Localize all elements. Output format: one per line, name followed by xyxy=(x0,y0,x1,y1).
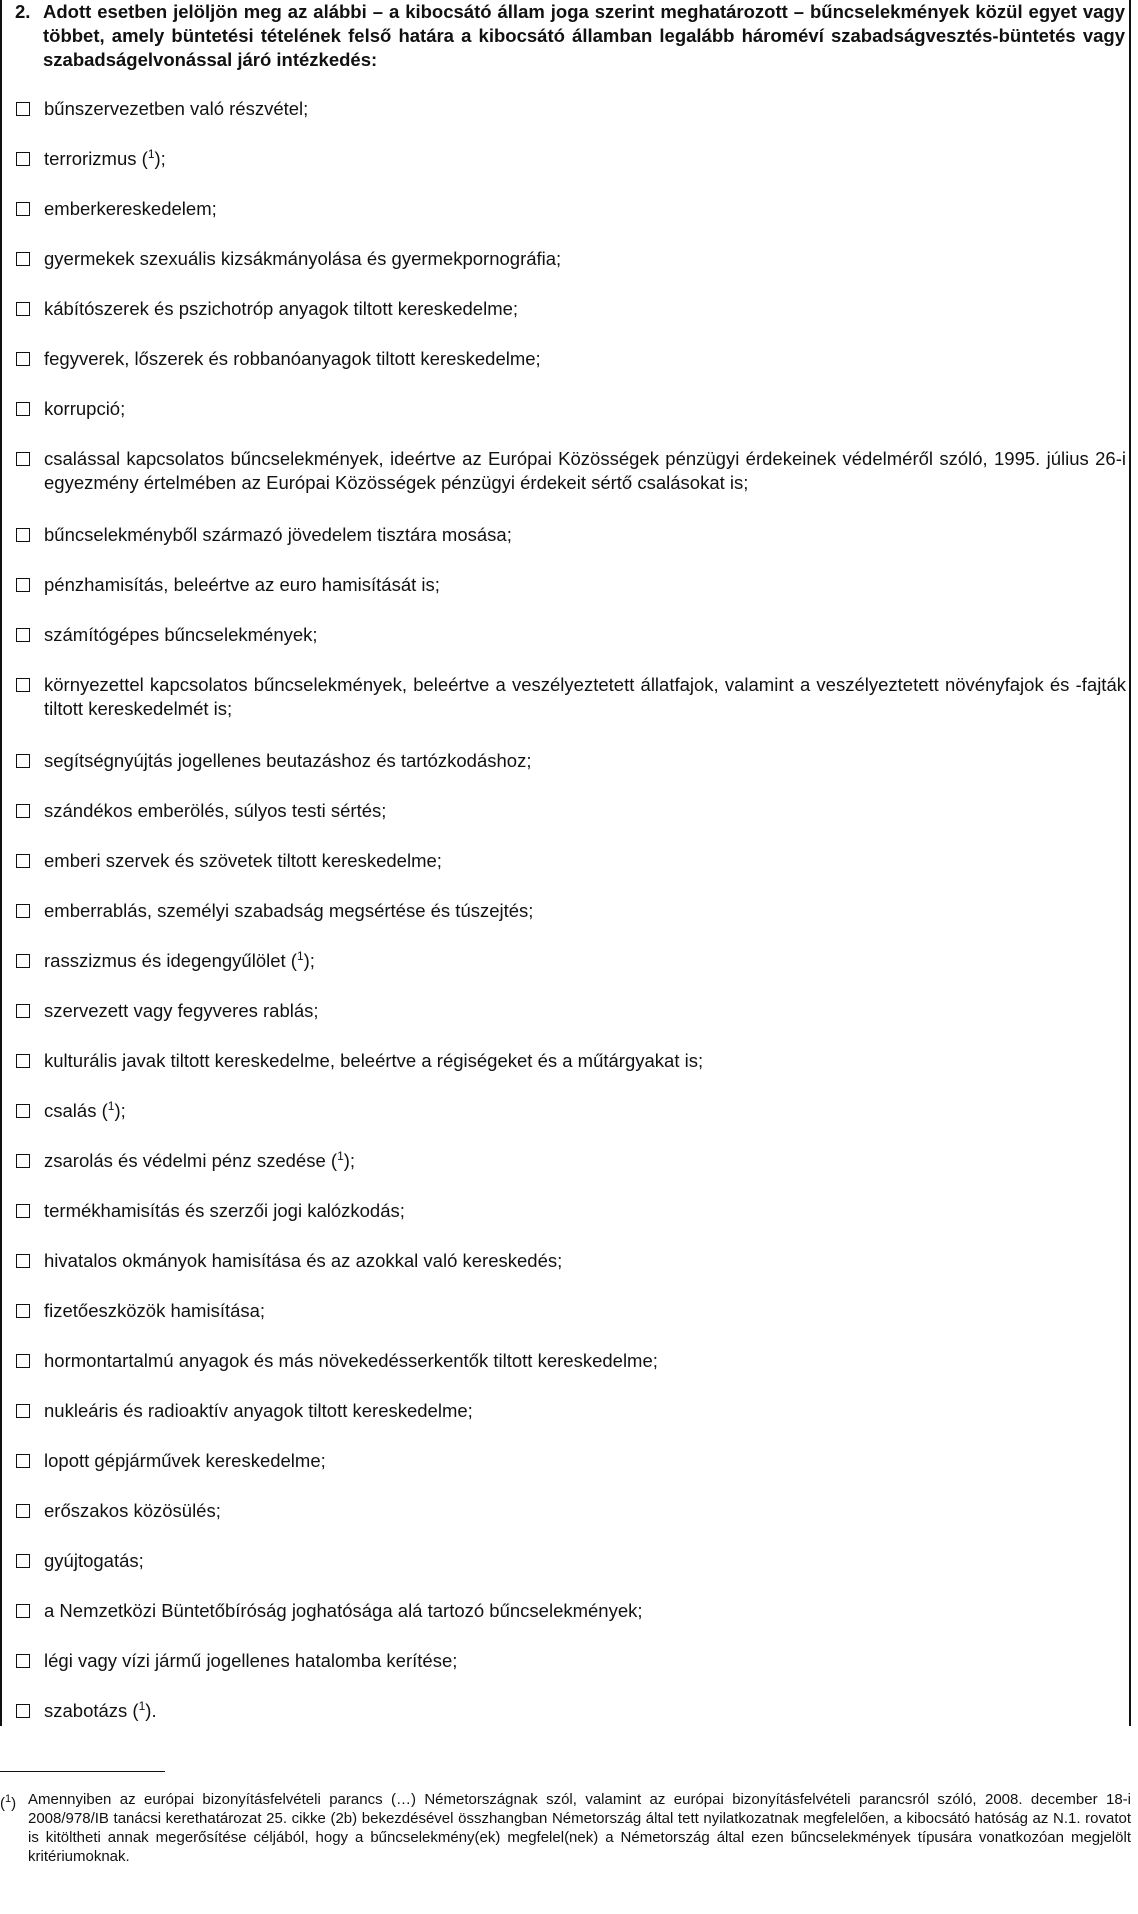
section-heading xyxy=(15,0,1125,72)
offence-item xyxy=(16,1599,1126,1623)
offence-label: rasszizmus és idegengyűlölet ($^1$); xyxy=(44,948,315,971)
footnote-reference: 1 xyxy=(138,1698,146,1713)
offence-item xyxy=(16,447,1126,495)
offence-label: segítségnyújtás jogellenes beutazáshoz és tartózkodáshoz; xyxy=(44,750,532,771)
offence-checkbox[interactable] xyxy=(16,1354,30,1368)
offence-checkbox[interactable] xyxy=(16,352,30,366)
offence-label: csalással kapcsolatos bűncselekmények, ideértve az Európai Közösségek pénzügyi érdekeinek védelméről szóló, 1995. július 26-i egyezmény értelmében az Európai Közösségek pénzügyi érdekeit sértő csalásokat is; xyxy=(44,448,1126,493)
offence-label: fizetőeszközök hamisítása; xyxy=(44,1300,266,1321)
offence-item xyxy=(16,999,1126,1023)
offence-label: termékhamisítás és szerzői jogi kalózkodás; xyxy=(44,1200,405,1221)
offence-label: bűnszervezetben való részvétel; xyxy=(44,98,309,119)
offence-label: emberrablás, személyi szabadság megsértése és túszejtés; xyxy=(44,900,534,921)
offence-item xyxy=(16,347,1126,371)
offence-item xyxy=(16,1449,1126,1473)
offence-label: szabotázs ($^1$). xyxy=(44,1698,157,1721)
offence-label: szervezett vagy fegyveres rablás; xyxy=(44,1000,319,1021)
offence-label: korrupció; xyxy=(44,398,126,419)
footnote-reference: 1 xyxy=(337,1148,344,1163)
offence-label: emberkereskedelem; xyxy=(44,198,217,219)
offence-checklist xyxy=(16,97,1126,1749)
offence-checkbox[interactable] xyxy=(16,578,30,592)
offence-item xyxy=(16,1699,1126,1723)
offence-label: szándékos emberölés, súlyos testi sértés; xyxy=(44,800,387,821)
offence-item xyxy=(16,1549,1126,1573)
offence-item xyxy=(16,573,1126,597)
offence-checkbox[interactable] xyxy=(16,252,30,266)
offence-item xyxy=(16,949,1126,973)
offence-item xyxy=(16,849,1126,873)
offence-item xyxy=(16,673,1126,721)
offence-label: kulturális javak tiltott kereskedelme, beleértve a régiségeket és a műtárgyakat is; xyxy=(44,1050,704,1071)
offence-item xyxy=(16,147,1126,171)
offence-label: légi vagy vízi jármű jogellenes hatalomba kerítése; xyxy=(44,1650,458,1671)
offence-label: lopott gépjárművek kereskedelme; xyxy=(44,1450,326,1471)
offence-item xyxy=(16,1399,1126,1423)
offence-label: számítógépes bűncselekmények; xyxy=(44,624,318,645)
offence-item xyxy=(16,749,1126,773)
offence-checkbox[interactable] xyxy=(16,1604,30,1618)
offence-label: emberi szervek és szövetek tiltott kereskedelme; xyxy=(44,850,442,871)
offence-checkbox[interactable] xyxy=(16,1504,30,1518)
offence-checkbox[interactable] xyxy=(16,628,30,642)
offence-checkbox[interactable] xyxy=(16,452,30,466)
footnote-text: Amennyiben az európai bizonyításfelvételi parancs (…) Németországnak szól, valamint az európai bizonyításfelvételi parancsról szóló, 2008. december 18-i 2008/978/IB tanácsi kerethatározat 25. cikke (2b) bekezdésével összhangban Németország által tett nyilatkozatnak megfelelően, a kibocsátó hatóság az N.1. rovatot is kitöltheti annak megerősítése céljából, hogy a bűncselekmény(ek) megfelel(nek) a Németország által ezen bűncselekmények típusára vonatkozóan megjelölt kritériumoknak. xyxy=(28,1791,1131,1865)
offence-item xyxy=(16,197,1126,221)
offence-checkbox[interactable] xyxy=(16,1704,30,1718)
offence-label: nukleáris és radioaktív anyagok tiltott kereskedelme; xyxy=(44,1400,473,1421)
offence-label: zsarolás és védelmi pénz szedése ($^1$); xyxy=(44,1148,356,1171)
section-heading-text: Adott esetben jelöljön meg az alábbi – a kibocsátó állam joga szerint meghatározott – bűncselekmények közül egyet vagy többet, amely büntetési tételének felső határa a kibocsátó államban legalább hároméví szabadságvesztés-büntetés vagy szabadságelvonással járó intézkedés: xyxy=(43,1,1125,70)
offence-item xyxy=(16,1649,1126,1673)
offence-item xyxy=(16,1349,1126,1373)
offence-checkbox[interactable] xyxy=(16,1454,30,1468)
offence-label: terrorizmus ($^1$); xyxy=(44,146,166,169)
offence-checkbox[interactable] xyxy=(16,754,30,768)
offence-item xyxy=(16,1099,1126,1123)
footnote-reference: 1 xyxy=(296,948,304,963)
offence-checkbox[interactable] xyxy=(16,1204,30,1218)
footnote xyxy=(0,1790,1131,1866)
offence-item xyxy=(16,1299,1126,1323)
offence-checkbox[interactable] xyxy=(16,854,30,868)
section-number: 2. xyxy=(15,1,31,22)
offence-checkbox[interactable] xyxy=(16,1304,30,1318)
offence-checkbox[interactable] xyxy=(16,954,30,968)
offence-checkbox[interactable] xyxy=(16,804,30,818)
offence-label: csalás ($^1$); xyxy=(44,1098,126,1121)
offence-label: fegyverek, lőszerek és robbanóanyagok tiltott kereskedelme; xyxy=(44,348,541,369)
offence-item xyxy=(16,1249,1126,1273)
offence-label: erőszakos közösülés; xyxy=(44,1500,221,1521)
offence-checkbox[interactable] xyxy=(16,1054,30,1068)
offence-item xyxy=(16,1499,1126,1523)
offence-label: kábítószerek és pszichotróp anyagok tiltott kereskedelme; xyxy=(44,298,519,319)
offence-label: bűncselekményből származó jövedelem tisztára mosása; xyxy=(44,524,512,545)
offence-item xyxy=(16,899,1126,923)
offence-checkbox[interactable] xyxy=(16,904,30,918)
offence-label: pénzhamisítás, beleértve az euro hamisítását is; xyxy=(44,574,440,595)
footnote-mark: ($^1$) xyxy=(0,1793,17,1812)
offence-label: hivatalos okmányok hamisítása és az azokkal való kereskedés; xyxy=(44,1250,563,1271)
footnote-reference: 1 xyxy=(147,146,155,161)
footnote-reference: 1 xyxy=(107,1098,115,1113)
offence-checkbox[interactable] xyxy=(16,528,30,542)
offence-item xyxy=(16,247,1126,271)
offence-item xyxy=(16,397,1126,421)
offence-checkbox[interactable] xyxy=(16,1154,30,1168)
offence-item xyxy=(16,799,1126,823)
offence-label: gyújtogatás; xyxy=(44,1550,144,1571)
offence-checkbox[interactable] xyxy=(16,1554,30,1568)
offence-checkbox[interactable] xyxy=(16,678,30,692)
offence-checkbox[interactable] xyxy=(16,302,30,316)
offence-label: a Nemzetközi Büntetőbíróság joghatósága alá tartozó bűncselekmények; xyxy=(44,1600,643,1621)
offence-checkbox[interactable] xyxy=(16,1254,30,1268)
offence-label: hormontartalmú anyagok és más növekedésserkentők tiltott kereskedelme; xyxy=(44,1350,658,1371)
offence-item xyxy=(16,623,1126,647)
offence-item xyxy=(16,1049,1126,1073)
offence-label: környezettel kapcsolatos bűncselekmények, beleértve a veszélyeztetett állatfajok, valamint a veszélyeztetett növényfajok és -fajták tiltott kereskedelmét is; xyxy=(44,674,1126,719)
offence-checkbox[interactable] xyxy=(16,1004,30,1018)
offence-item xyxy=(16,97,1126,121)
offence-checkbox[interactable] xyxy=(16,1104,30,1118)
offence-checkbox[interactable] xyxy=(16,402,30,416)
offence-item xyxy=(16,1149,1126,1173)
footnote-separator xyxy=(0,1771,165,1772)
offence-item xyxy=(16,1199,1126,1223)
offence-checkbox[interactable] xyxy=(16,1404,30,1418)
offence-item xyxy=(16,297,1126,321)
offence-checkbox[interactable] xyxy=(16,152,30,166)
offence-checkbox[interactable] xyxy=(16,1654,30,1668)
offence-item xyxy=(16,523,1126,547)
offence-checkbox[interactable] xyxy=(16,102,30,116)
offence-checkbox[interactable] xyxy=(16,202,30,216)
offence-label: gyermekek szexuális kizsákmányolása és gyermekpornográfia; xyxy=(44,248,562,269)
